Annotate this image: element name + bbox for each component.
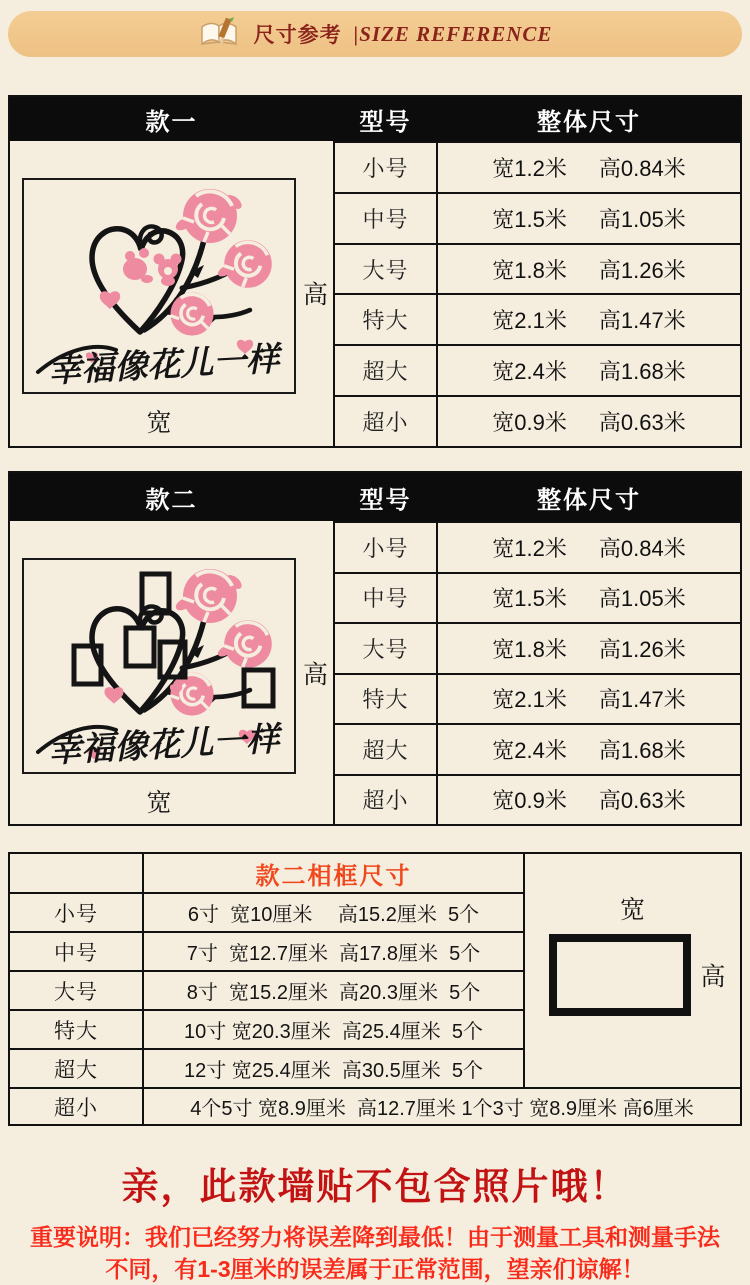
- size-width: 宽1.5米: [492, 586, 567, 612]
- frame-size-cell: 4个5寸 宽8.9厘米 高12.7厘米 1个3寸 宽8.9厘米 高6厘米: [144, 1087, 740, 1124]
- size-cell: [438, 141, 740, 192]
- size-cell: [438, 723, 740, 774]
- model-cell: 中号: [333, 572, 438, 623]
- overall-size-column-header: 整体尺寸: [438, 473, 740, 521]
- style-two-design-box: [22, 558, 296, 774]
- size-width: 宽2.4米: [492, 737, 567, 763]
- model-cell: 小号: [333, 141, 438, 192]
- model-cell: 超小: [333, 774, 438, 825]
- rose-icon: [174, 189, 244, 243]
- size-height: 高0.63米: [598, 410, 686, 436]
- frames-table-title: 款二相框尺寸: [255, 862, 412, 890]
- size-width: 宽1.2米: [492, 155, 567, 181]
- size-width: 宽2.1米: [492, 687, 567, 713]
- size-width: 宽2.1米: [492, 308, 567, 334]
- style-one-design-cell: [10, 141, 333, 446]
- size-reference-banner: [8, 11, 742, 57]
- style-one-header: 款一: [10, 97, 333, 141]
- dimension-diagram: [523, 854, 740, 1087]
- rose-icon: [170, 292, 213, 335]
- size-height: 高1.26米: [598, 636, 686, 662]
- diagram-height-label: 高: [700, 963, 726, 991]
- size-cell: [438, 344, 740, 395]
- size-width: 宽1.2米: [492, 535, 567, 561]
- model-cell: 小号: [333, 521, 438, 572]
- model-cell: 超大: [333, 723, 438, 774]
- model-column-header: 型号: [333, 97, 438, 141]
- disclaimer-line-2: 不同，有1-3厘米的误差属于正常范围，望亲们谅解！: [105, 1256, 645, 1282]
- banner-title-cn: 尺寸参考: [253, 24, 342, 47]
- size-width: 宽1.8米: [492, 636, 567, 662]
- size-cell: [438, 572, 740, 623]
- overall-size-column-header: 整体尺寸: [438, 97, 740, 141]
- size-height: 高1.26米: [598, 257, 686, 283]
- style-two-size-table: [8, 471, 742, 826]
- frame-model-cell: 超大: [10, 1048, 144, 1087]
- rose-icon: [216, 240, 272, 288]
- frame-model-cell: 超小: [10, 1087, 144, 1124]
- size-width: 宽2.4米: [492, 359, 567, 385]
- frames-size-table: [8, 852, 742, 1126]
- size-height: 高1.05米: [598, 206, 686, 232]
- size-width: 宽0.9米: [492, 788, 567, 814]
- size-width: 宽1.8米: [492, 257, 567, 283]
- size-cell: [438, 395, 740, 446]
- frame-model-cell: 小号: [10, 892, 144, 931]
- size-height: 高1.68米: [598, 359, 686, 385]
- height-label: 高: [302, 281, 328, 310]
- rose-icon: [174, 569, 244, 623]
- disclaimer-line-1: 重要说明：我们已经努力将误差降到最低！由于测量工具和测量手法: [30, 1224, 720, 1250]
- mouse-icon: [123, 248, 153, 283]
- size-height: 高0.84米: [598, 535, 686, 561]
- width-label: 宽: [146, 409, 172, 437]
- diagram-width-label: 宽: [619, 896, 645, 924]
- size-height: 高0.84米: [598, 155, 686, 181]
- book-pencil-icon: [198, 17, 242, 51]
- size-width: 宽0.9米: [492, 410, 567, 436]
- heart-outline: [92, 609, 183, 712]
- frame-model-cell: 特大: [10, 1009, 144, 1048]
- measurement-disclaimer: [0, 1221, 750, 1285]
- model-cell: 超小: [333, 395, 438, 446]
- frame-model-cell: 大号: [10, 970, 144, 1009]
- frame-size-cell: 7寸 宽12.7厘米 高17.8厘米 5个: [144, 931, 523, 970]
- rose-icon: [216, 620, 272, 668]
- size-height: 高1.47米: [598, 308, 686, 334]
- size-width: 宽1.5米: [492, 206, 567, 232]
- style-two-design-cell: [10, 521, 333, 824]
- style-one-design-graphic: [24, 180, 294, 392]
- frame-size-cell: 12寸 宽25.4厘米 高30.5厘米 5个: [144, 1048, 523, 1087]
- size-cell: [438, 192, 740, 243]
- frame-model-cell: 中号: [10, 931, 144, 970]
- frames-table-corner-cell: [10, 854, 144, 892]
- no-photos-headline: 亲，此款墙贴不包含照片哦！: [121, 1166, 629, 1207]
- style-two-design-graphic: [24, 560, 294, 772]
- style-one-size-table: [8, 95, 742, 448]
- model-cell: 超大: [333, 344, 438, 395]
- design-caption-text: 幸福像花儿一样: [47, 719, 281, 770]
- width-label: 宽: [146, 789, 172, 817]
- size-cell: [438, 673, 740, 724]
- style-two-header: 款二: [10, 473, 333, 521]
- model-cell: 大号: [333, 622, 438, 673]
- design-caption-text: 幸福像花儿一样: [47, 339, 281, 390]
- frame-size-cell: 6寸 宽10厘米 高15.2厘米 5个: [144, 892, 523, 931]
- size-cell: [438, 293, 740, 344]
- diagram-rectangle: [549, 934, 691, 1016]
- size-cell: [438, 243, 740, 294]
- model-cell: 中号: [333, 192, 438, 243]
- size-height: 高0.63米: [598, 788, 686, 814]
- size-height: 高1.68米: [598, 737, 686, 763]
- model-column-header: 型号: [333, 473, 438, 521]
- height-label: 高: [302, 660, 328, 689]
- size-cell: [438, 622, 740, 673]
- style-one-design-box: [22, 178, 296, 394]
- size-height: 高1.47米: [598, 687, 686, 713]
- model-cell: 特大: [333, 293, 438, 344]
- frame-size-cell: 8寸 宽15.2厘米 高20.3厘米 5个: [144, 970, 523, 1009]
- size-cell: [438, 774, 740, 825]
- banner-title-en: |SIZE REFERENCE: [353, 21, 553, 46]
- model-cell: 特大: [333, 673, 438, 724]
- model-cell: 大号: [333, 243, 438, 294]
- frame-size-cell: 10寸 宽20.3厘米 高25.4厘米 5个: [144, 1009, 523, 1048]
- size-height: 高1.05米: [598, 586, 686, 612]
- size-cell: [438, 521, 740, 572]
